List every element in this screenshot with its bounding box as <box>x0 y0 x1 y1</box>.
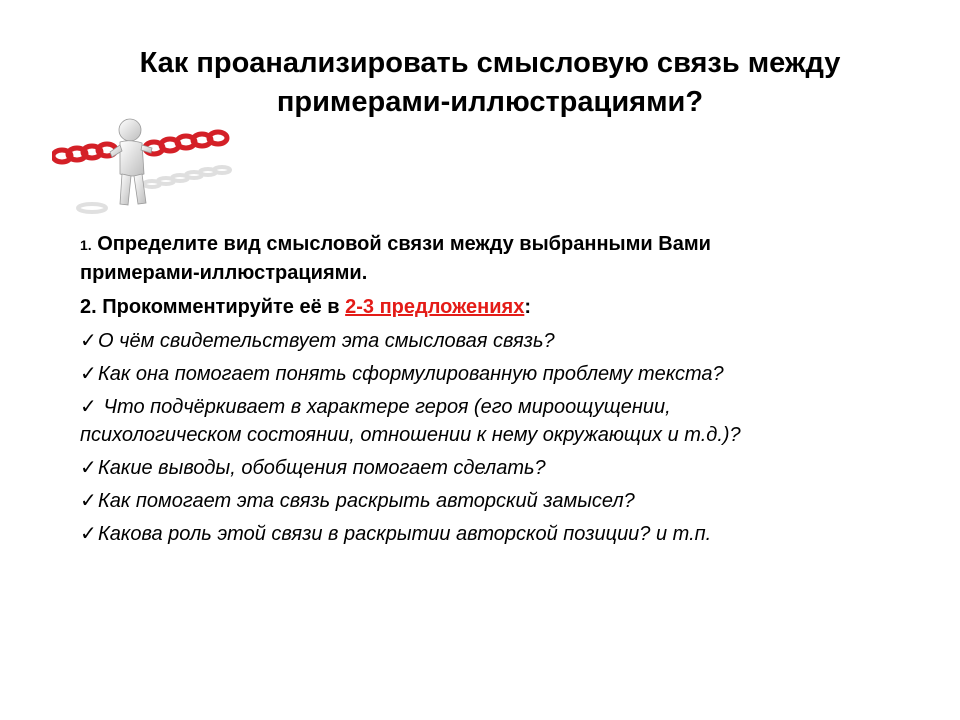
checkmark-icon: ✓ <box>80 363 97 385</box>
checkmark-icon: ✓ <box>80 490 97 512</box>
step-2 <box>80 293 900 321</box>
chain-figure-illustration <box>52 112 232 224</box>
question-text: Как она помогает понять сформулированную проблему текста? <box>98 363 724 385</box>
question-text: О чём свидетельствует эта смысловая связь? <box>98 330 555 352</box>
slide-content <box>80 230 900 553</box>
slide-title-line1: Как проанализировать смысловую связь между <box>139 47 841 79</box>
step-1 <box>80 230 900 287</box>
step-2-highlight-link[interactable]: 2-3 предложениях <box>345 296 525 318</box>
question-item <box>80 360 900 388</box>
question-text: Какова роль этой связи в раскрытии авторской позиции? и т.п. <box>98 523 712 545</box>
question-text: Как помогает эта связь раскрыть авторский замысел? <box>98 490 635 512</box>
step-2-suffix: : <box>524 296 531 318</box>
question-text-line1: Что подчёркивает в характере героя (его мироощущении, <box>98 396 671 418</box>
white-figure <box>110 119 152 205</box>
step-1-text-line1: Определите вид смысловой связи между выбранными Вами <box>97 233 711 255</box>
step-1-number: 1. <box>80 237 92 253</box>
step-2-prefix: 2. Прокомментируйте её в <box>80 296 346 318</box>
chain-shadow <box>78 167 230 212</box>
right-chain <box>145 132 227 154</box>
question-item <box>80 327 900 355</box>
question-text-line2: психологическом состоянии, отношении к нему окружающих и т.д.)? <box>80 424 741 446</box>
step-1-text-line2: примерами-иллюстрациями. <box>80 262 368 284</box>
question-item <box>80 487 900 515</box>
slide-title-line2: примерами-иллюстрациями? <box>276 86 704 118</box>
question-item <box>80 393 900 449</box>
slide-title <box>60 44 920 122</box>
question-item <box>80 454 900 482</box>
checkmark-icon: ✓ <box>80 457 97 479</box>
question-text: Какие выводы, обобщения помогает сделать? <box>98 457 546 479</box>
figure-breaking-chain-icon <box>52 112 232 224</box>
question-item <box>80 520 900 548</box>
checkmark-icon: ✓ <box>80 396 97 418</box>
left-chain <box>53 144 116 162</box>
checkmark-icon: ✓ <box>80 330 97 352</box>
checkmark-icon: ✓ <box>80 523 97 545</box>
